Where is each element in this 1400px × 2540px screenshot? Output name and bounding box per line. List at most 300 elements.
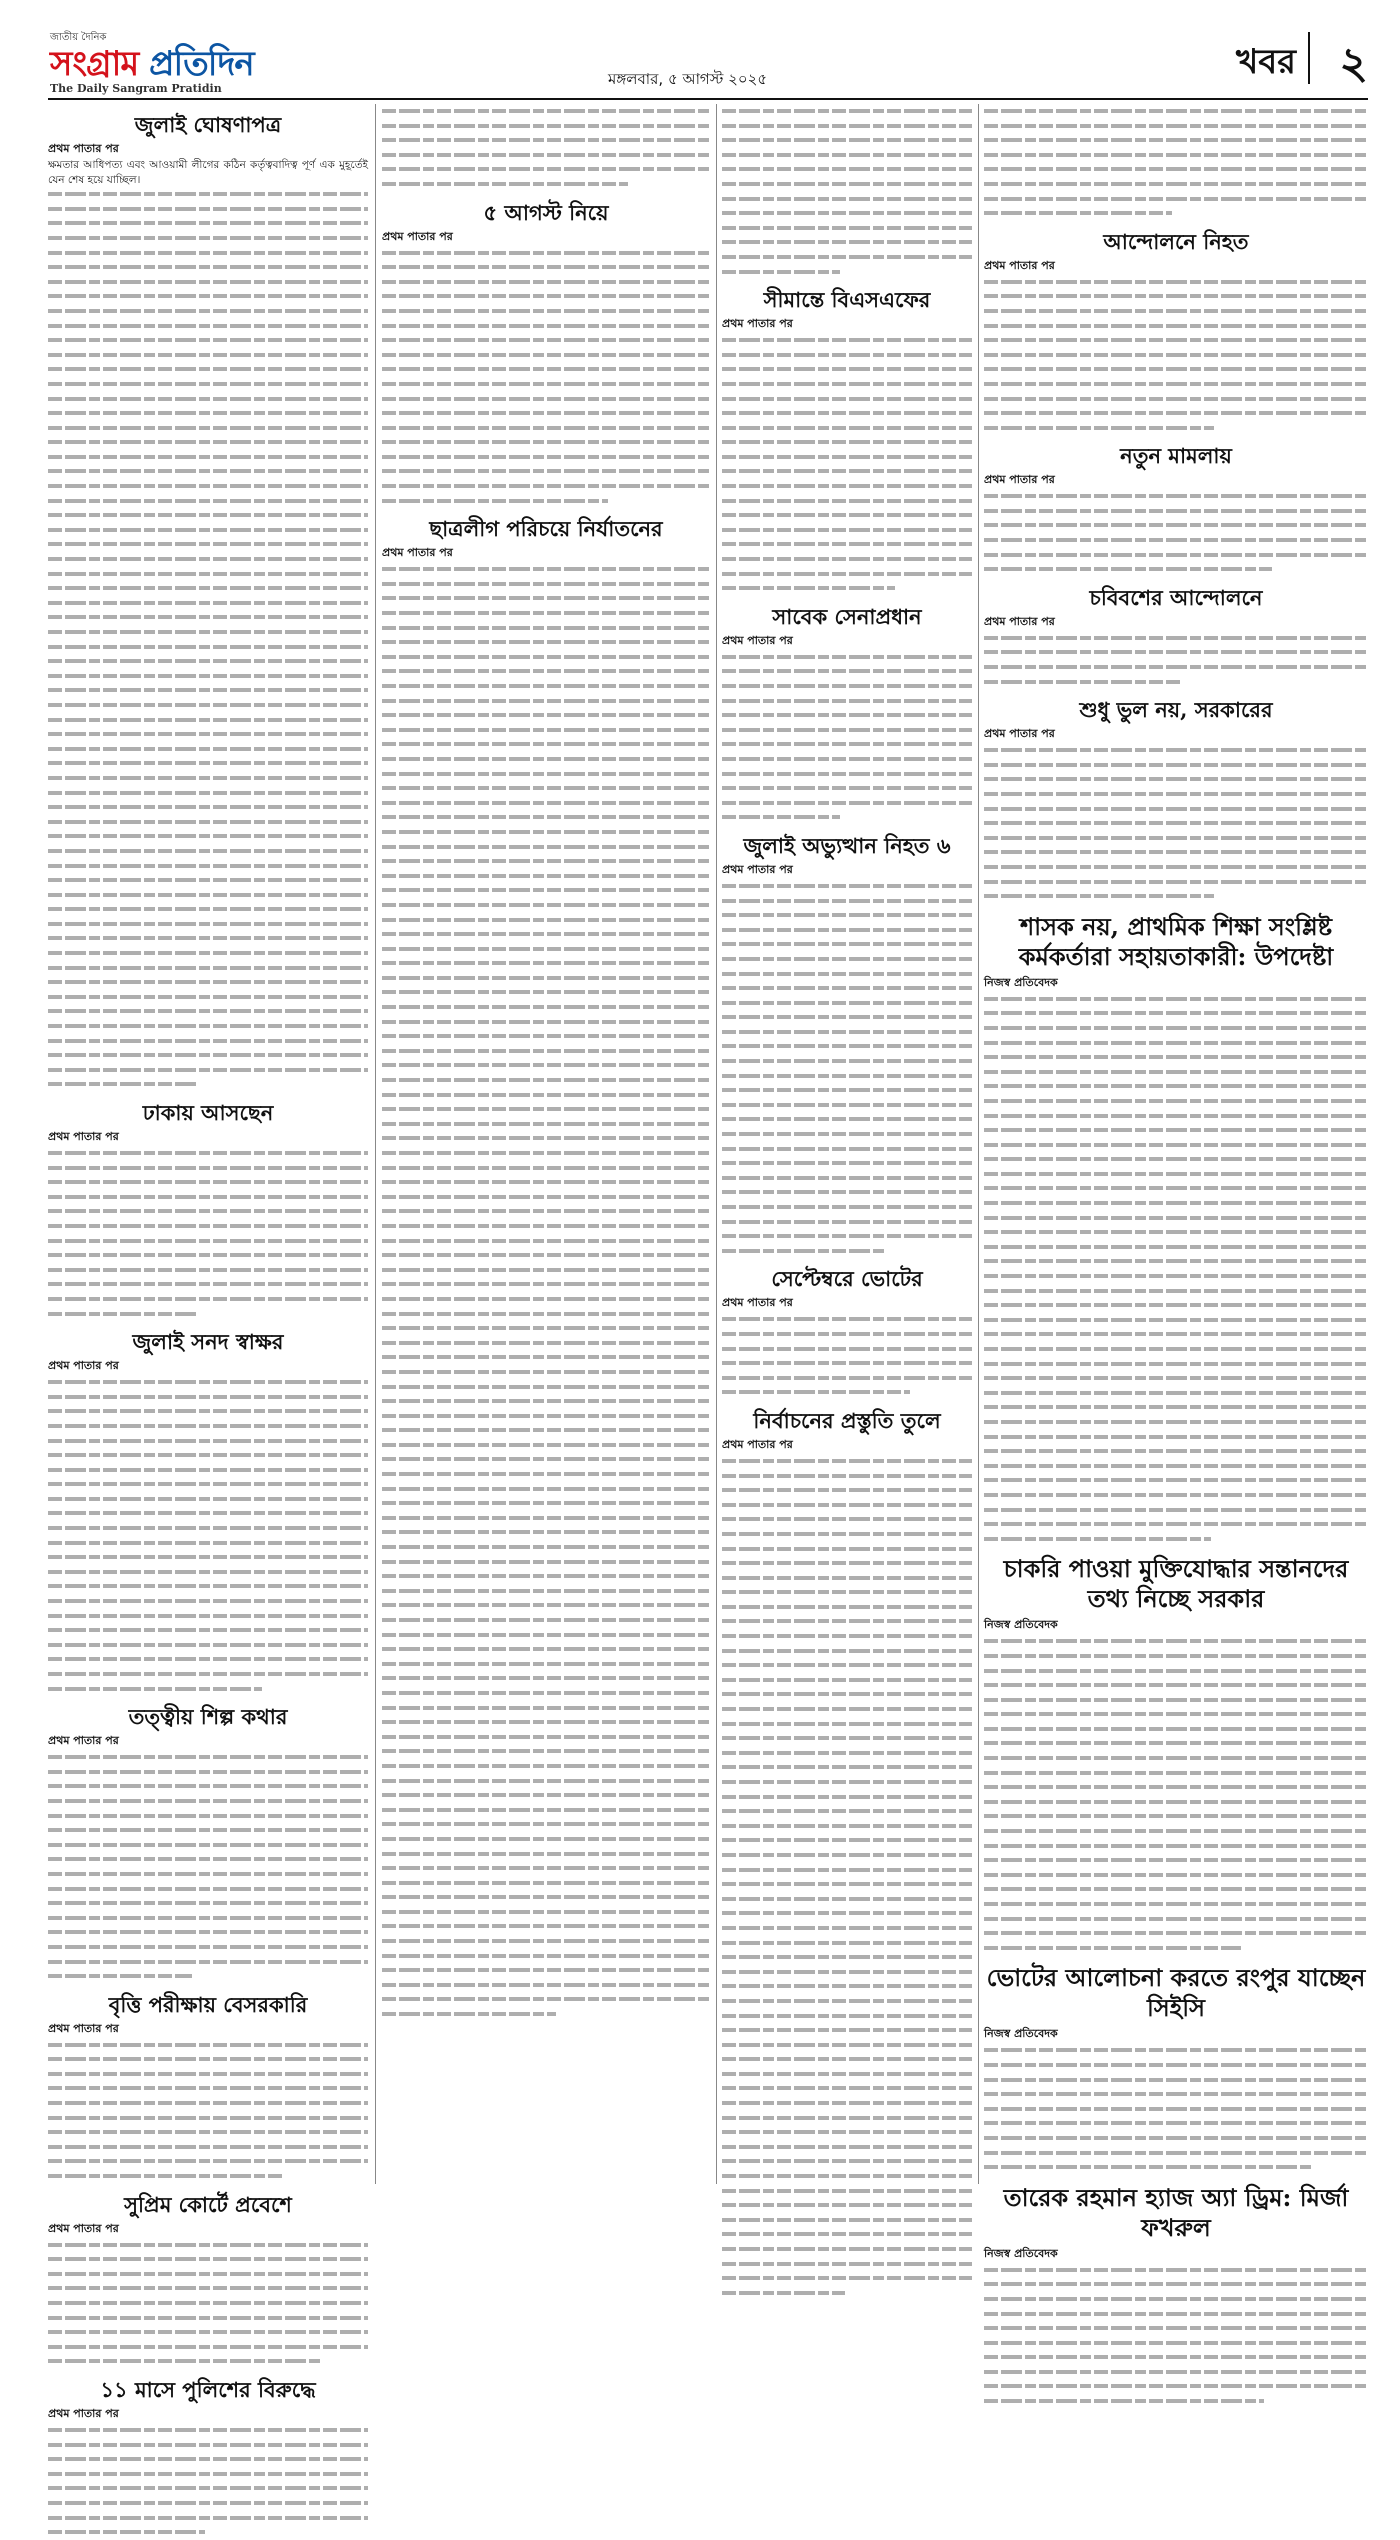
- text-line: [48, 1638, 368, 1653]
- text-line: [722, 894, 972, 909]
- news-story[interactable]: [722, 1266, 972, 1400]
- text-line: [722, 508, 972, 523]
- text-line: [48, 1779, 368, 1794]
- text-line: [722, 1760, 972, 1775]
- text-line: [48, 2452, 368, 2467]
- text-line: [382, 1248, 710, 1263]
- news-story[interactable]: [984, 104, 1368, 221]
- text-line: [48, 2481, 368, 2496]
- text-line: [984, 406, 1368, 421]
- story-headline[interactable]: সীমান্তে বিএসএফের: [763, 287, 931, 313]
- text-line: [48, 1809, 368, 1824]
- text-line: [722, 1614, 972, 1629]
- story-body-text: [48, 1750, 368, 1984]
- story-headline[interactable]: ১১ মাসে পুলিশের বিরুদ্ধে: [100, 2376, 316, 2402]
- text-line: [48, 231, 368, 246]
- text-line: [382, 148, 710, 163]
- text-line: [48, 669, 368, 684]
- text-line: [722, 2257, 972, 2272]
- story-headline[interactable]: সাবেক সেনাপ্রধান: [772, 603, 922, 629]
- story-headline[interactable]: আন্দোলনে নিহত: [1103, 228, 1249, 254]
- story-headline[interactable]: চবিবশের আন্দোলনে: [1089, 584, 1263, 610]
- section-divider: [1308, 32, 1310, 84]
- text-line: [382, 577, 710, 592]
- news-story[interactable]: [48, 2377, 368, 2540]
- text-line: [48, 1234, 368, 1249]
- text-line: [48, 859, 368, 874]
- story-body-text: [722, 1312, 972, 1400]
- text-line: [48, 2081, 368, 2096]
- text-line: [48, 1034, 368, 1049]
- text-line: [722, 1717, 972, 1732]
- text-line: [722, 2009, 972, 2024]
- text-line: [984, 177, 1368, 192]
- story-headline[interactable]: জুলাই অভ্যুত্থান নিহত ৬: [743, 832, 951, 858]
- text-line: [48, 2267, 368, 2282]
- text-line: [984, 1780, 1368, 1795]
- text-line: [984, 1371, 1368, 1386]
- news-story[interactable]: [48, 1100, 368, 1321]
- story-headline[interactable]: শাসক নয়, প্রাথমিক শিক্ষা সংশ্লিষ্ট কর্মকর্তারা সহায়তাকারী: উপদেষ্টা: [1018, 911, 1334, 971]
- text-line: [382, 1963, 710, 1978]
- news-story[interactable]: [984, 2183, 1368, 2409]
- text-line: [48, 1536, 368, 1551]
- text-line: [984, 1138, 1368, 1153]
- text-line: [984, 1503, 1368, 1518]
- text-line: [722, 250, 972, 265]
- story-headline[interactable]: নতুন মামলায়: [1120, 443, 1232, 469]
- text-line: [382, 1715, 710, 1730]
- text-line: [984, 533, 1368, 548]
- story-headline[interactable]: সুপ্রিম কোর্টে প্রবেশে: [124, 2191, 292, 2217]
- text-line: [48, 450, 368, 465]
- text-line: [722, 235, 972, 250]
- text-line: [382, 825, 710, 840]
- text-line: [382, 913, 710, 928]
- news-story[interactable]: [722, 287, 972, 596]
- text-line: [984, 660, 1368, 675]
- text-line: [722, 206, 972, 221]
- text-line: [382, 1934, 710, 1949]
- text-line: [984, 289, 1368, 304]
- text-line: [984, 304, 1368, 319]
- text-line: [984, 772, 1368, 787]
- news-story[interactable]: [722, 604, 972, 825]
- news-story[interactable]: [382, 516, 710, 2021]
- story-headline[interactable]: বৃত্তি পরীক্ষায় বেসরকারি: [108, 1991, 308, 2017]
- story-headline[interactable]: জুলাই ঘোষণাপত্র: [134, 112, 282, 137]
- text-line: [722, 694, 972, 709]
- story-body-text: [984, 104, 1368, 221]
- logo-word-1: সংগ্রাম: [50, 44, 139, 84]
- text-line: [48, 596, 368, 611]
- text-line: [722, 1965, 972, 1980]
- text-line: [722, 723, 972, 738]
- text-line: [48, 1419, 368, 1434]
- text-line: [984, 889, 1214, 904]
- text-line: [48, 2154, 368, 2169]
- text-line: [48, 771, 368, 786]
- text-line: [984, 1488, 1368, 1503]
- text-line: [722, 1025, 972, 1040]
- text-line: [722, 1156, 972, 1171]
- text-line: [382, 319, 710, 334]
- text-line: [984, 1313, 1368, 1328]
- text-line: [722, 767, 972, 782]
- text-line: [722, 1112, 972, 1127]
- text-line: [984, 1824, 1368, 1839]
- text-line: [382, 392, 710, 407]
- text-line: [984, 845, 1368, 860]
- news-story[interactable]: [984, 1963, 1368, 2174]
- story-headline[interactable]: ভোটের আলোচনা করতে রংপুর যাচ্ছেন সিইসি: [986, 1963, 1366, 2023]
- text-line: [722, 1010, 972, 1025]
- text-line: [984, 1167, 1368, 1182]
- text-line: [984, 1254, 1368, 1269]
- text-line: [382, 1876, 710, 1891]
- text-line: [722, 1746, 972, 1761]
- text-line: [382, 1307, 710, 1322]
- news-story[interactable]: [722, 104, 972, 279]
- story-body-text: [984, 743, 1368, 904]
- text-line: [48, 392, 368, 407]
- text-line: [48, 610, 368, 625]
- text-line: [48, 333, 368, 348]
- logo-english: The Daily Sangram Pratidin: [50, 82, 222, 95]
- column-2: [382, 104, 710, 2184]
- text-line: [984, 2102, 1368, 2117]
- story-headline[interactable]: শুধু ভুল নয়, সরকারের: [1079, 697, 1273, 723]
- text-line: [382, 1015, 710, 1030]
- story-source: প্রথম পাতার পর: [48, 2221, 119, 2235]
- story-body-text: [984, 2043, 1368, 2174]
- text-line: [382, 650, 710, 665]
- news-story[interactable]: [984, 697, 1368, 904]
- text-line: [984, 1459, 1368, 1474]
- text-line: [48, 1940, 368, 1955]
- text-line: [984, 1109, 1368, 1124]
- text-line: [984, 875, 1368, 890]
- text-line: [48, 1750, 368, 1765]
- news-story[interactable]: [48, 112, 368, 1092]
- text-line: [722, 1142, 972, 1157]
- text-line: [48, 2038, 368, 2053]
- text-line: [382, 479, 710, 494]
- text-line: [382, 1292, 710, 1307]
- text-line: [984, 392, 1368, 407]
- text-line: [48, 1307, 198, 1322]
- text-line: [382, 104, 710, 119]
- text-line: [984, 1707, 1368, 1722]
- news-story[interactable]: [984, 912, 1368, 1547]
- text-line: [722, 119, 972, 134]
- text-line: [382, 1482, 710, 1497]
- text-line: [382, 1744, 710, 1759]
- text-line: [984, 743, 1368, 758]
- text-line: [48, 187, 368, 202]
- text-line: [984, 2087, 1368, 2102]
- text-line: [382, 1029, 710, 1044]
- text-line: [984, 1430, 1368, 1445]
- text-line: [722, 1658, 972, 1673]
- news-story[interactable]: [722, 1408, 972, 2300]
- text-line: [48, 1190, 368, 1205]
- text-line: [382, 1234, 710, 1249]
- text-line: [722, 1571, 972, 1586]
- text-line: [722, 1877, 972, 1892]
- text-line: [984, 1036, 1368, 1051]
- text-line: [48, 931, 368, 946]
- text-line: [48, 873, 368, 888]
- text-line: [722, 162, 972, 177]
- text-line: [984, 2350, 1368, 2365]
- text-line: [382, 723, 710, 738]
- news-story[interactable]: [382, 200, 710, 509]
- text-line: [722, 1819, 972, 1834]
- news-story[interactable]: [48, 1992, 368, 2184]
- text-line: [722, 2184, 972, 2199]
- text-line: [722, 1454, 972, 1469]
- text-line: [984, 206, 1172, 221]
- text-line: [382, 883, 710, 898]
- news-story[interactable]: [722, 833, 972, 1258]
- news-story[interactable]: [984, 585, 1368, 689]
- story-source: প্রথম পাতার পর: [984, 727, 1055, 741]
- text-line: [984, 518, 1368, 533]
- text-line: [382, 421, 710, 436]
- text-line: [984, 1400, 1368, 1415]
- text-line: [48, 1390, 368, 1405]
- text-line: [48, 1867, 368, 1882]
- text-line: [48, 1434, 368, 1449]
- text-line: [382, 927, 710, 942]
- column-1: [48, 104, 368, 2420]
- text-line: [382, 1730, 710, 1745]
- text-line: [382, 737, 710, 752]
- text-line: [984, 1795, 1368, 1810]
- story-headline[interactable]: তারেক রহমান হ্যাজ অ্যা ড্রিম: মির্জা ফখরুল: [1003, 2182, 1349, 2242]
- text-line: [984, 2160, 1314, 2175]
- story-source: নিজস্ব প্রতিবেদক: [984, 2027, 1058, 2041]
- story-headline[interactable]: তত্ত্বীয় শিল্প কথার: [128, 1704, 288, 1730]
- text-line: [984, 1386, 1368, 1401]
- text-line: [722, 148, 972, 163]
- text-line: [382, 1277, 710, 1292]
- text-line: [382, 1219, 710, 1234]
- story-headline[interactable]: ৫ আগস্ট নিয়ে: [483, 199, 609, 225]
- text-line: [48, 1463, 368, 1478]
- text-line: [984, 992, 1368, 1007]
- text-line: [722, 1644, 972, 1659]
- text-line: [48, 319, 368, 334]
- story-source: নিজস্ব প্রতিবেদক: [984, 2246, 1058, 2260]
- news-story[interactable]: [984, 443, 1368, 577]
- story-source: প্রথম পাতার পর: [48, 1130, 119, 1143]
- text-line: [984, 2043, 1368, 2058]
- text-line: [722, 1342, 972, 1357]
- story-headline[interactable]: সেপ্টেম্বরে ভোটের: [771, 1266, 923, 1292]
- text-line: [984, 2058, 1368, 2073]
- text-line: [48, 990, 368, 1005]
- text-line: [48, 917, 368, 932]
- story-lead: ক্ষমতার আধিপত্য এবং আওয়ামী লীগের কঠিন কর্তৃত্ববাদিত্ব পূর্ণ এক মুহূর্তেই যেন শেষ হয়ে যাচ্ছিল।: [48, 159, 368, 186]
- text-line: [382, 694, 710, 709]
- news-story[interactable]: [48, 1329, 368, 1696]
- text-line: [722, 1385, 910, 1400]
- text-line: [984, 377, 1368, 392]
- text-line: [382, 246, 710, 261]
- text-line: [984, 1693, 1368, 1708]
- story-body-text: [48, 1146, 368, 1321]
- news-story[interactable]: [984, 229, 1368, 436]
- text-line: [984, 758, 1368, 773]
- text-line: [48, 2525, 205, 2540]
- text-line: [722, 996, 972, 1011]
- text-line: [382, 562, 710, 577]
- text-line: [722, 1673, 972, 1688]
- story-body-text: [48, 2423, 368, 2540]
- text-line: [382, 1365, 710, 1380]
- text-line: [722, 1229, 972, 1244]
- text-line: [984, 1021, 1368, 1036]
- page-number: ২: [1339, 38, 1368, 89]
- text-line: [48, 2296, 368, 2311]
- text-line: [48, 961, 368, 976]
- text-line: [48, 464, 368, 479]
- text-line: [722, 1950, 972, 1965]
- story-body-text: [984, 275, 1368, 436]
- text-line: [722, 177, 972, 192]
- story-body-text: [382, 562, 710, 2021]
- text-line: [984, 1736, 1368, 1751]
- text-line: [722, 2154, 972, 2169]
- text-line: [48, 946, 368, 961]
- text-line: [382, 1671, 710, 1686]
- text-line: [48, 640, 368, 655]
- text-line: [48, 1609, 368, 1624]
- story-headline[interactable]: জুলাই সনদ স্বাক্ষর: [132, 1329, 284, 1355]
- text-line: [48, 1404, 368, 1419]
- text-line: [984, 645, 1368, 660]
- text-line: [48, 829, 368, 844]
- story-source: নিজস্ব প্রতিবেদক: [984, 1618, 1058, 1632]
- text-line: [722, 650, 972, 665]
- text-line: [382, 1803, 710, 1818]
- news-story[interactable]: [382, 104, 710, 192]
- section-title: খবর: [1236, 42, 1296, 82]
- news-story[interactable]: [48, 1704, 368, 1984]
- text-line: [382, 1584, 710, 1599]
- text-line: [48, 1579, 368, 1594]
- text-line: [48, 815, 368, 830]
- text-line: [722, 2227, 972, 2242]
- text-line: [48, 2354, 323, 2369]
- text-line: [48, 2467, 368, 2482]
- text-line: [984, 1444, 1368, 1459]
- story-headline[interactable]: নির্বাচনের প্রস্তুতি তুলে: [753, 1407, 941, 1433]
- text-line: [984, 1079, 1368, 1094]
- text-line: [722, 133, 972, 148]
- story-body-text: [984, 992, 1368, 1547]
- text-line: [382, 1555, 710, 1570]
- text-line: [722, 1469, 972, 1484]
- story-headline[interactable]: ছাত্রলীগ পরিচয়ে নির্যাতনের: [429, 516, 663, 542]
- text-line: [382, 1058, 710, 1073]
- text-line: [48, 1161, 368, 1176]
- logo-word-2: প্রতিদিন: [149, 44, 254, 84]
- text-line: [48, 1506, 368, 1521]
- text-line: [722, 796, 972, 811]
- text-line: [48, 1277, 368, 1292]
- text-line: [722, 981, 972, 996]
- text-line: [48, 1765, 368, 1780]
- text-line: [382, 708, 710, 723]
- text-line: [722, 2125, 972, 2140]
- story-headline[interactable]: চাকরি পাওয়া মুক্তিযোদ্ধার সন্তানদের তথ্য নিচ্ছে সরকার: [1003, 1554, 1349, 1614]
- text-line: [48, 202, 368, 217]
- text-line: [382, 377, 710, 392]
- text-line: [48, 1248, 368, 1263]
- text-line: [382, 348, 710, 363]
- text-line: [382, 840, 710, 855]
- text-line: [48, 2238, 368, 2253]
- text-line: [984, 787, 1368, 802]
- text-line: [722, 1498, 972, 1513]
- text-line: [382, 260, 710, 275]
- text-line: [722, 1356, 972, 1371]
- text-line: [722, 1848, 972, 1863]
- text-line: [382, 1088, 710, 1103]
- text-line: [382, 854, 710, 869]
- text-line: [722, 2286, 845, 2301]
- text-line: [722, 752, 972, 767]
- text-line: [984, 362, 1368, 377]
- text-line: [722, 392, 972, 407]
- text-line: [722, 1215, 972, 1230]
- text-line: [48, 1521, 368, 1536]
- column-4: [984, 104, 1368, 2260]
- text-line: [48, 1838, 368, 1853]
- text-line: [382, 1569, 710, 1584]
- story-body-text: [984, 1634, 1368, 1955]
- text-line: [382, 162, 710, 177]
- text-line: [984, 319, 1368, 334]
- text-line: [382, 1117, 710, 1132]
- text-line: [722, 2067, 972, 2082]
- story-body-text: [722, 650, 972, 825]
- text-line: [722, 1054, 972, 1069]
- story-headline[interactable]: ঢাকায় আসছেন: [142, 1100, 274, 1125]
- text-line: [722, 810, 840, 825]
- text-line: [382, 1044, 710, 1059]
- text-line: [984, 133, 1368, 148]
- text-line: [722, 1069, 972, 1084]
- text-line: [722, 523, 972, 538]
- text-line: [984, 802, 1368, 817]
- text-line: [382, 464, 710, 479]
- text-line: [722, 494, 972, 509]
- text-line: [48, 508, 368, 523]
- text-line: [382, 1073, 710, 1088]
- news-story[interactable]: [48, 2192, 368, 2369]
- text-line: [984, 1415, 1368, 1430]
- text-line: [382, 1452, 710, 1467]
- news-story[interactable]: [984, 1554, 1368, 1955]
- text-line: [48, 1063, 368, 1078]
- text-line: [722, 937, 972, 952]
- text-line: [48, 406, 368, 421]
- text-line: [984, 148, 1368, 163]
